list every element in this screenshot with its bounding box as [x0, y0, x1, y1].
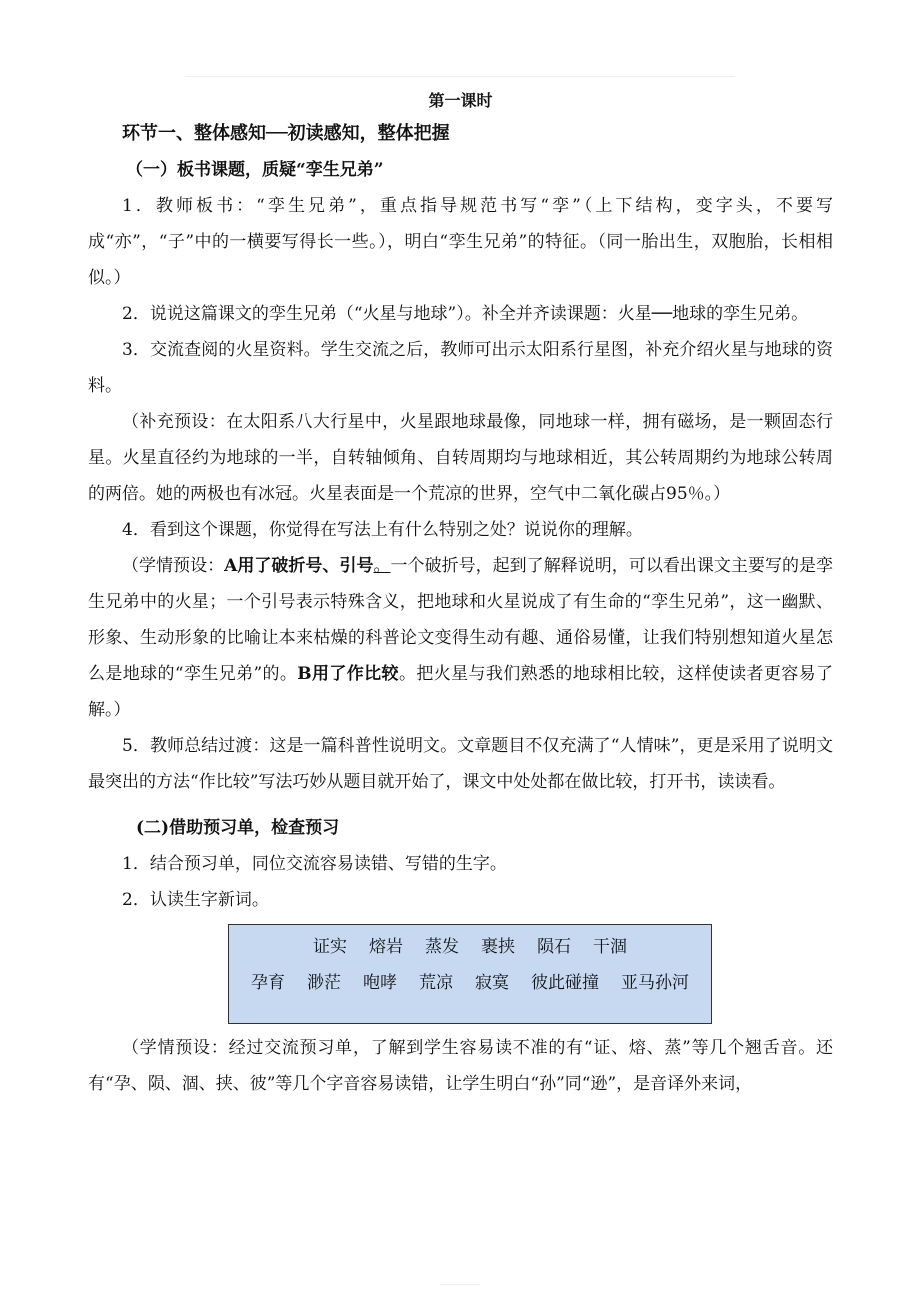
vocab-row-1 — [229, 929, 711, 965]
paragraph-1: 1．教师板书：“孪生兄弟”，重点指导规范书写“孪”（上下结构，变字头，不要写成“亦”，“子”中的一横要写得长一些。），明白“孪生兄弟”的特征。（同一胎出生，双胞胎，长相相似。） — [88, 196, 833, 288]
point-b-bold: B用了作比较 — [297, 664, 399, 684]
document-page — [88, 86, 833, 1102]
vocab-word: 咆哮 — [363, 973, 397, 993]
vocab-word: 干涸 — [593, 937, 627, 957]
part2-paragraph-2: 2．认读生字新词。 — [122, 890, 269, 910]
paragraph-3: 3．交流查阅的火星资料。学生交流之后，教师可出示太阳系行星图，补充介绍火星与地球的资料。 — [88, 340, 833, 396]
vocabulary-box — [228, 924, 712, 1024]
vocab-word: 蒸发 — [425, 937, 459, 957]
paragraph-4: 4．看到这个课题，你觉得在写法上有什么特别之处？说说你的理解。 — [122, 520, 643, 540]
vocab-word: 裹挟 — [481, 937, 515, 957]
vocab-word: 荒凉 — [419, 973, 453, 993]
vocab-word: 证实 — [313, 937, 347, 957]
vocab-word: 亚马孙河 — [621, 973, 689, 993]
header-rule — [185, 76, 735, 77]
vocab-word: 孕育 — [251, 973, 285, 993]
paragraph-3-note: （补充预设：在太阳系八大行星中，火星跟地球最像，同地球一样，拥有磁场，是一颗固态行星。火星直径约为地球的一半，自转轴倾角、自转周期均与地球相近，其公转周期约为地球公转周的两倍。她的两极也有冰冠。火星表面是一个荒凉的世界，空气中二氧化碳占95％。） — [88, 412, 833, 504]
part2-title: (二)借助预习单，检查预习 — [136, 818, 340, 838]
vocab-word: 陨石 — [537, 937, 571, 957]
paragraph-2: 2．说说这篇课文的孪生兄弟（“火星与地球”）。补全并齐读课题：火星──地球的孪生兄弟。 — [122, 304, 809, 324]
vocab-word: 彼此碰撞 — [531, 973, 599, 993]
footer-mark — [440, 1284, 480, 1289]
part2-paragraph-1: 1．结合预习单，同位交流容易读错、写错的生字。 — [122, 854, 507, 874]
part2-note: （学情预设：经过交流预习单，了解到学生容易读不准的有“证、熔、蒸”等几个翘舌音。还有“孕、陨、涸、挟、彼”等几个字音容易读错，让学生明白“孙”同“逊”，是音译外来词， — [88, 1038, 833, 1094]
part1-title: （一）板书课题，质疑“孪生兄弟” — [126, 160, 384, 180]
vocab-word: 渺茫 — [307, 973, 341, 993]
point-a-underline: 。 — [373, 556, 391, 576]
paragraph-4-note — [88, 548, 833, 728]
paragraph-5: 5．教师总结过渡：这是一篇科普性说明文。文章题目不仅充满了“人情味”，更是采用了说明文最突出的方法“作比较”写法巧妙从题目就开始了，课文中处处都在做比较，打开书，读读看。 — [88, 736, 833, 792]
note-prefix: （学情预设： — [122, 556, 225, 576]
point-a-bold: A用了破折号、引号 — [224, 556, 374, 576]
lesson-title: 第一课时 — [428, 91, 493, 110]
point-b-text: 。把火星与我们熟悉的地球相比较，这样使读者更容易了解。） — [88, 664, 833, 720]
section-title: 环节一、整体感知──初读感知，整体把握 — [122, 123, 450, 144]
vocab-word: 寂寞 — [475, 973, 509, 993]
point-a-text: 一个破折号，起到了解释说明，可以看出课文主要写的是孪生兄弟中的火星；一个引号表示特殊含义，把地球和火星说成了有生命的“孪生兄弟”，这一幽默、形象、生动形象的比喻让本来枯燥的科普论文变得生动有趣、通俗易懂，让我们特别想知道火星怎么是地球的“孪生兄弟”的。 — [88, 556, 834, 684]
vocab-word: 熔岩 — [369, 937, 403, 957]
vocab-row-2 — [229, 965, 711, 1001]
